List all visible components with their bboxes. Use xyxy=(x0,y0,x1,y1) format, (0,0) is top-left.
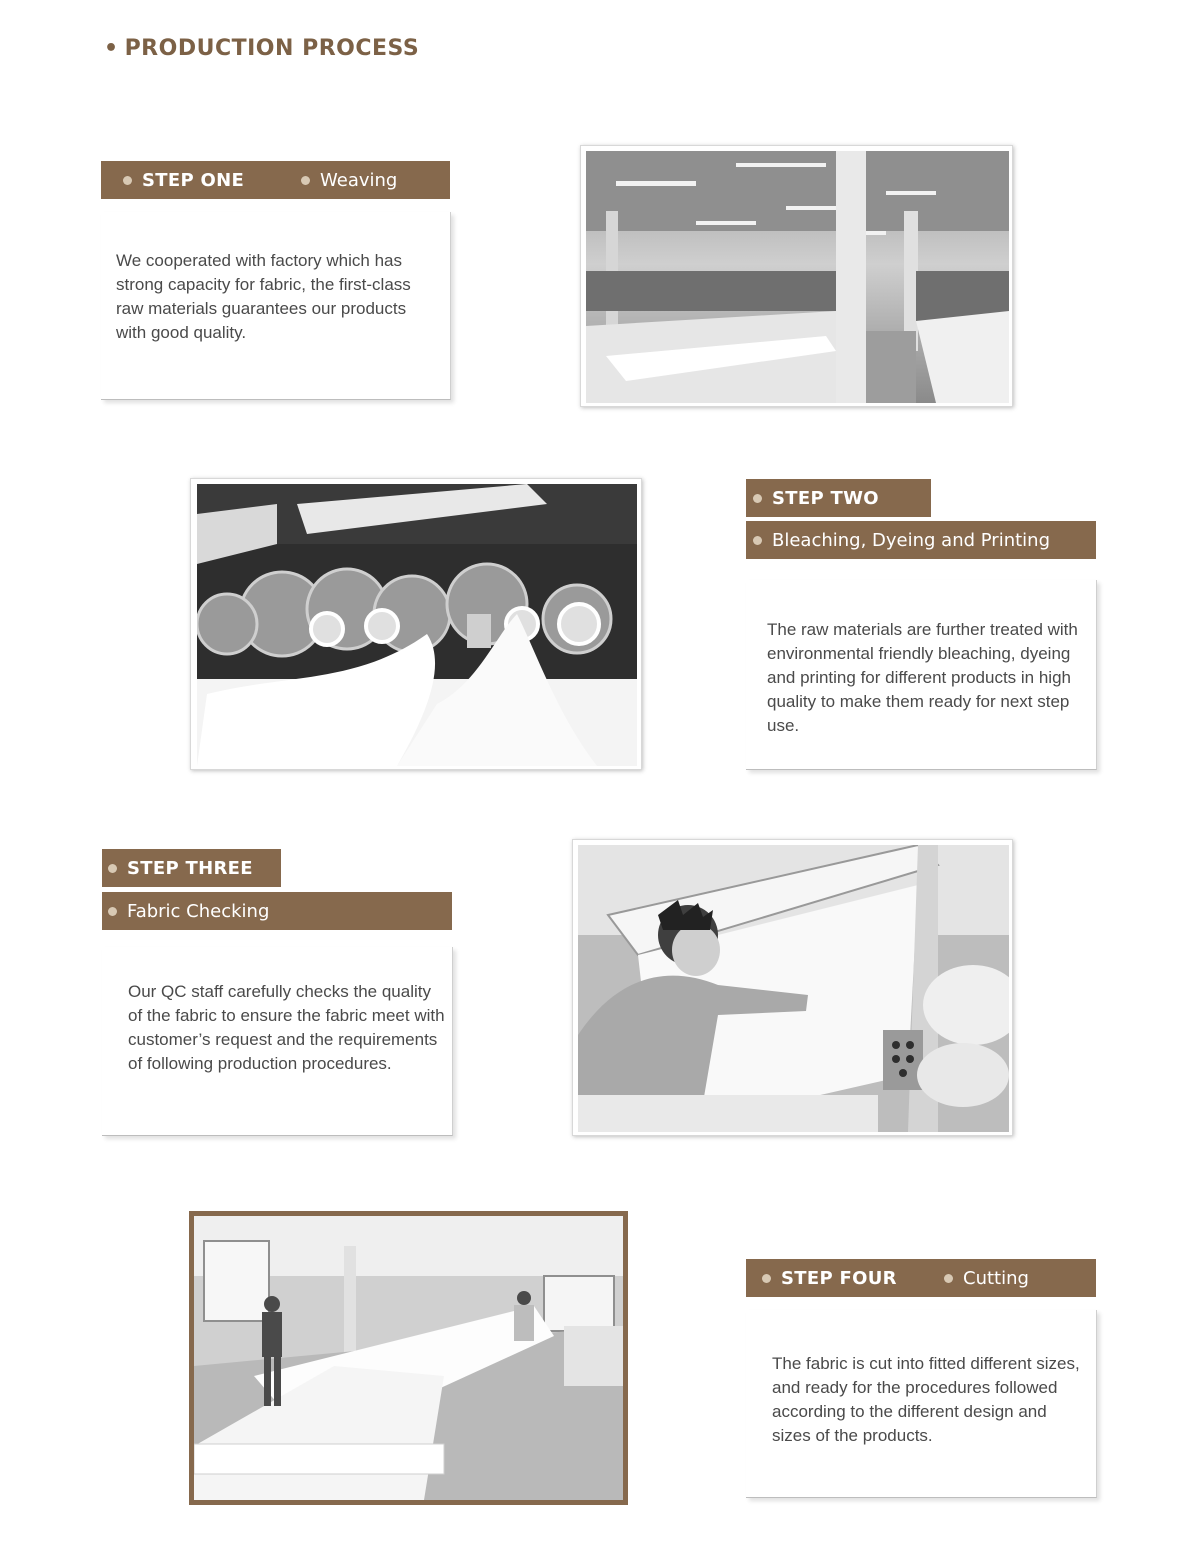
bullet-icon xyxy=(944,1274,953,1283)
weaving-factory-photo xyxy=(580,145,1013,407)
bullet-icon xyxy=(123,176,132,185)
step-two-name-bar xyxy=(746,521,1096,559)
step-label: STEP ONE xyxy=(142,169,245,191)
page-title xyxy=(104,36,419,61)
step-name: Fabric Checking xyxy=(127,900,270,922)
fabric-inspection-photo xyxy=(572,839,1013,1136)
title-bullet: • xyxy=(104,36,119,61)
step-four-header xyxy=(746,1259,1096,1297)
step-label: STEP TWO xyxy=(772,487,879,509)
bullet-icon xyxy=(762,1274,771,1283)
bullet-icon xyxy=(753,536,762,545)
dyeing-machines-photo xyxy=(190,478,642,770)
page-title-text: PRODUCTION PROCESS xyxy=(124,36,420,61)
step-four-card xyxy=(746,1310,1097,1498)
step-label: STEP THREE xyxy=(127,857,253,879)
step-one-header xyxy=(101,161,450,199)
step-description: We cooperated with factory which has strong capacity for fabric, the first-class raw materials guarantees our products with good quality. xyxy=(116,251,411,342)
step-three-name-bar xyxy=(102,892,452,930)
step-description: The raw materials are further treated with environmental friendly bleaching, dyeing and printing for different products in high quality to make them ready for next step use. xyxy=(767,620,1078,735)
bullet-icon xyxy=(301,176,310,185)
cutting-room-photo xyxy=(189,1211,628,1505)
bullet-icon xyxy=(753,494,762,503)
bullet-icon xyxy=(108,907,117,916)
step-description: Our QC staff carefully checks the quality of the fabric to ensure the fabric meet with customer’s request and the requirements of following production procedures. xyxy=(128,982,445,1073)
step-two-card xyxy=(746,580,1097,770)
step-one-card xyxy=(101,212,451,400)
step-name: Cutting xyxy=(963,1267,1029,1289)
step-name: Bleaching, Dyeing and Printing xyxy=(772,529,1051,551)
step-label: STEP FOUR xyxy=(781,1267,897,1289)
step-description: The fabric is cut into fitted different sizes, and ready for the procedures followed according to the different design and sizes of the products. xyxy=(772,1354,1080,1445)
step-two-label-bar xyxy=(746,479,931,517)
step-three-card xyxy=(102,947,453,1136)
bullet-icon xyxy=(108,864,117,873)
step-three-label-bar xyxy=(102,849,281,887)
step-name: Weaving xyxy=(320,169,398,191)
